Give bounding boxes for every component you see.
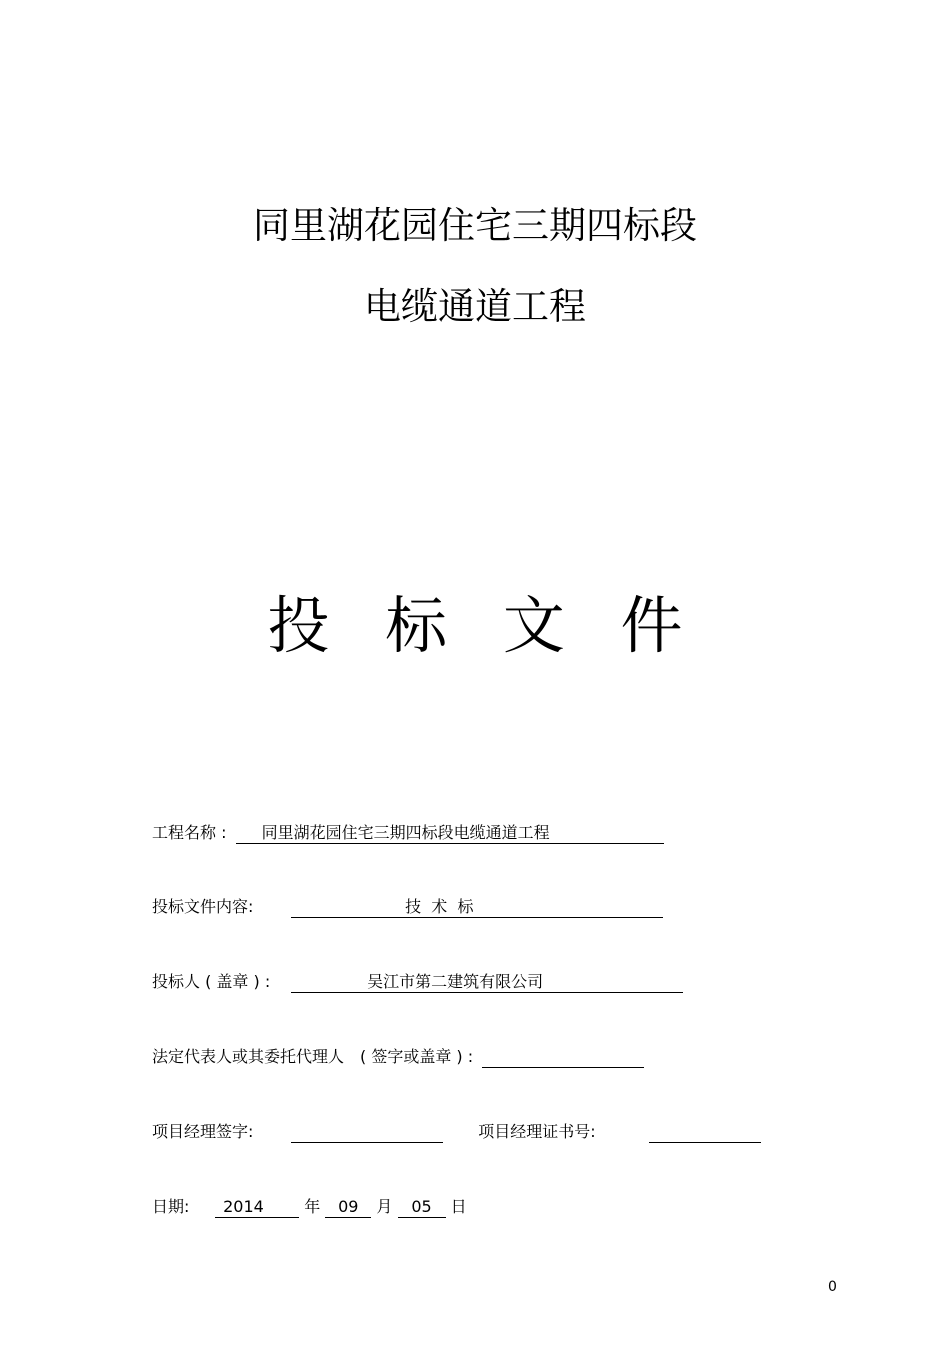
project-name-label: 工程名称 : (152, 823, 227, 842)
legal-rep-row (152, 1046, 644, 1068)
bidder-row (152, 971, 683, 993)
project-title-line1: 同里湖花园住宅三期四标段 (253, 204, 697, 247)
content-label: 投标文件内容: (152, 897, 254, 916)
bidder-field (291, 971, 683, 993)
date-month-unit: 月 (376, 1197, 393, 1216)
project-name-row (152, 822, 664, 844)
project-name-field (236, 822, 664, 844)
bidder-value: 吴江市第二建筑有限公司 (367, 972, 544, 991)
legal-rep-field (482, 1046, 644, 1068)
date-year-unit: 年 (304, 1197, 321, 1216)
date-year: 2014 (223, 1197, 264, 1216)
date-day-field (398, 1196, 446, 1218)
document-type-heading: 投 标 文 件 (267, 589, 701, 662)
date-year-field (215, 1196, 299, 1218)
content-row (152, 896, 663, 918)
pm-sign-field (291, 1121, 443, 1143)
date-label: 日期: (152, 1197, 190, 1216)
date-month-field (325, 1196, 371, 1218)
content-value: 技 术 标 (405, 897, 474, 916)
date-day: 05 (411, 1197, 432, 1216)
project-manager-row (152, 1121, 761, 1143)
project-name-value: 同里湖花园住宅三期四标段电缆通道工程 (261, 823, 550, 842)
date-row (152, 1196, 467, 1218)
date-month: 09 (338, 1197, 359, 1216)
bidder-label: 投标人 ( 盖章 ) : (152, 972, 271, 991)
content-field (291, 896, 663, 918)
page-number: 0 (828, 1279, 837, 1295)
date-day-unit: 日 (450, 1197, 467, 1216)
project-title-line2: 电缆通道工程 (364, 285, 586, 328)
legal-rep-label: 法定代表人或其委托代理人 ( 签字或盖章 ) : (152, 1047, 474, 1066)
pm-cert-label: 项目经理证书号: (478, 1122, 596, 1141)
pm-sign-label: 项目经理签字: (152, 1122, 254, 1141)
pm-cert-field (649, 1121, 761, 1143)
